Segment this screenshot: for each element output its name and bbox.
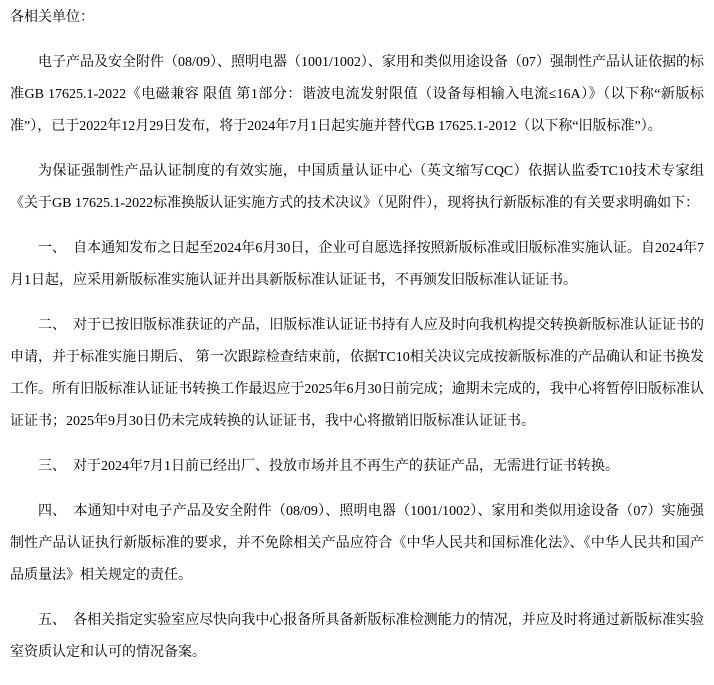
paragraph: 五、 各相关指定实验室应尽快向我中心报备所具备新版标准检测能力的情况，并应及时将通过新版标准实验室资质认定和认可的情况备案。 (10, 613, 704, 660)
document-body (10, 47, 704, 669)
paragraph: 四、 本通知中对电子产品及安全附件（08/09）、照明电器（1001/1002）、家用和类似用途设备（07）实施强制性产品认证执行新版标准的要求，并不免除相关产品应符合《中华人民共和国标准化法》、《中华人民共和国产品质量法》相关规定的责任。 (10, 504, 704, 583)
paragraph: 二、 对于已按旧版标准获证的产品，旧版标准认证证书持有人应及时向我机构提交转换新版标准认证证书的申请，并于标准实施日期后、 第一次跟踪检查结束前，依据TC10相关决议完成按新版标准的产品确认和证书换发工作。所有旧版标准认证证书转换工作最迟应于2025年6月30日前完成；逾期未完成的，我中心将暂停旧版标准认证证书；2025年9月30日仍未完成转换的认证证书，我中心将撤销旧版标准认证证书。 (10, 318, 704, 429)
paragraph: 三、 对于2024年7月1日前已经出厂、投放市场并且不再生产的获证产品，无需进行证书转换。 (38, 459, 619, 474)
salutation: 各相关单位： (10, 10, 94, 25)
paragraph: 电子产品及安全附件（08/09）、照明电器（1001/1002）、家用和类似用途设备（07）强制性产品认证依据的标准GB 17625.1-2022《电磁兼容 限值 第1部分：谐波电流发射限值（设备每相输入电流≤16A）》（以下称“新版标准”），已于2022年12月29日发布，将于2024年7月1日起实施并替代GB 17625.1-2012（以下称“旧版标准”）。 (10, 55, 704, 134)
paragraph: 一、 自本通知发布之日起至2024年6月30日，企业可自愿选择按照新版标准或旧版标准实施认证。自2024年7月1日起，应采用新版标准实施认证并出具新版标准认证证书，不再颁发旧版标准认证证书。 (10, 241, 704, 288)
paragraph: 为保证强制性产品认证制度的有效实施，中国质量认证中心（英文缩写CQC）依据认监委TC10技术专家组《关于GB 17625.1-2022标准换版认证实施方式的技术决议》（见附件），现将执行新版标准的有关要求明确如下： (10, 164, 704, 211)
